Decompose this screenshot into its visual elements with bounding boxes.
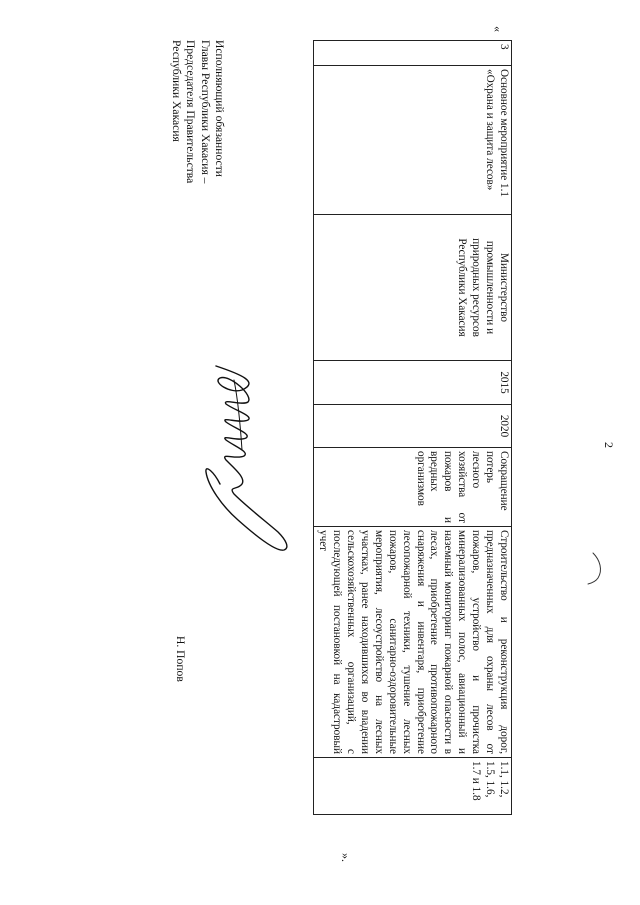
signer-title-line-1: Исполняющий обязанности: [213, 40, 226, 177]
indicators-cell: 1.1, 1.2, 1.5, 1.6, 1.7 и 1.8: [314, 758, 512, 815]
opening-quote: «: [491, 26, 505, 32]
signer-title-line-2: Главы Республики Хакасия –: [198, 40, 212, 184]
year-end-cell: 2020: [314, 405, 512, 448]
signer-title-line-4: Республики Хакасия: [169, 40, 183, 142]
row-number-cell: 3: [314, 41, 512, 66]
signer-name: Н. Попов: [174, 636, 187, 682]
activity-name-cell: Основное мероприятие 1.1 «Охрана и защита лесов»: [314, 66, 512, 215]
directions-cell: Строительство и реконструкция дорог, предназначенных для охраны лесов от пожаров, устройство и прочистка минерализованных полос, авиационный и наземный мониторинг пожарной опасности в лесах, приобретение противопожарного снаряжения и инвентаря, приобретение лесопожарной техники, тушение лесных пожаров, санитарно-оздоровительные мероприятия, лесоустройство на лесных участках, ранее находившихся во владении сельскохозяйственных организаций, с последующей постановкой на кадастровый учет: [314, 527, 512, 758]
executor-cell: Министерство промышленности и природных ресурсов Республики Хакасия: [314, 215, 512, 361]
page-number: 2: [602, 442, 616, 448]
signer-title-line-3: Председателя Правительства: [184, 40, 198, 184]
expected-result-cell: Сокращение потерь лесного хозяйства от пожаров и вредных организмов: [314, 448, 512, 527]
closing-quote: ».: [339, 853, 353, 862]
year-start-cell: 2015: [314, 361, 512, 405]
